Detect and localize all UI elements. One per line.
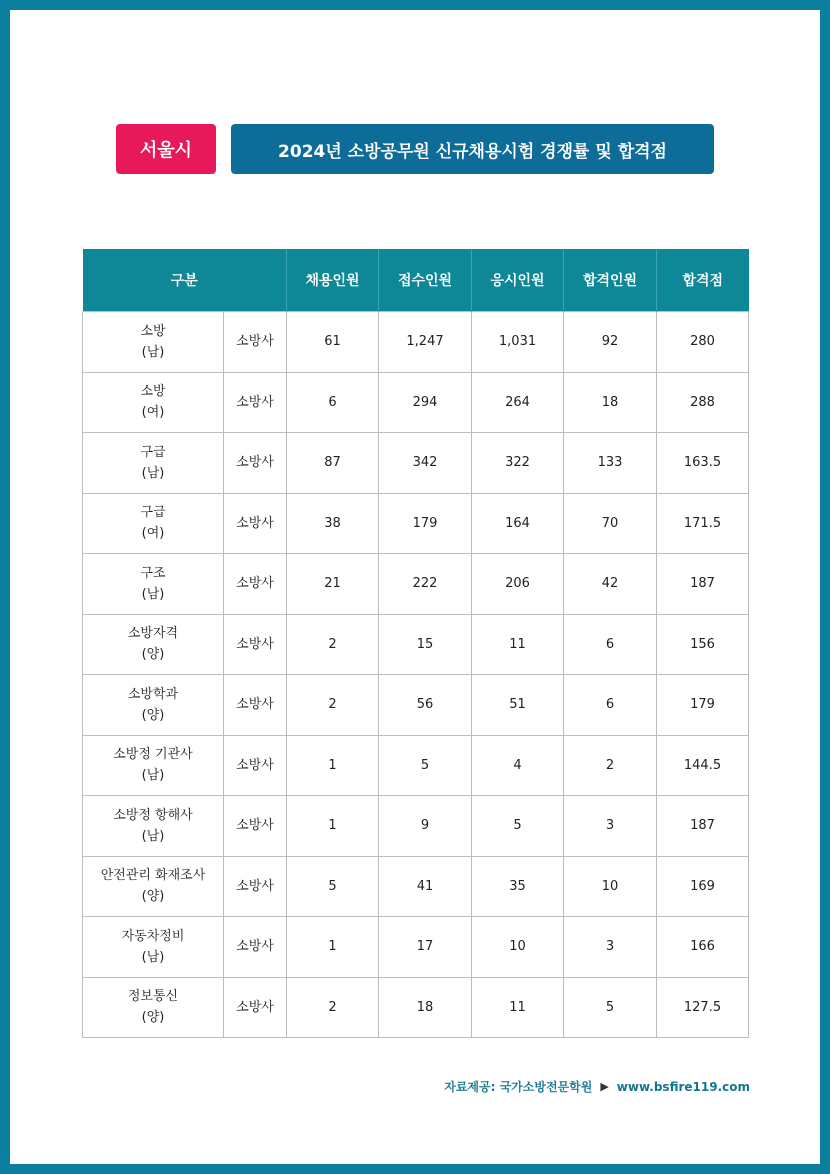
tested-cell: 164 <box>472 493 564 554</box>
category-gender: (남) <box>141 586 165 602</box>
category-cell <box>83 675 224 736</box>
category-gender: (남) <box>141 828 165 844</box>
rank-cell: 소방사 <box>224 675 287 736</box>
category-cell <box>83 372 224 433</box>
category-name: 소방 <box>140 384 166 400</box>
passed-cell: 42 <box>564 554 657 615</box>
header-category: 구분 <box>83 249 287 312</box>
score-cell: 288 <box>657 372 749 433</box>
passed-cell: 3 <box>564 796 657 857</box>
applied-cell: 56 <box>379 675 472 736</box>
tested-cell: 11 <box>472 977 564 1038</box>
applied-cell: 179 <box>379 493 472 554</box>
applied-cell: 15 <box>379 614 472 675</box>
category-gender: (여) <box>141 526 165 542</box>
score-cell: 187 <box>657 554 749 615</box>
category-cell <box>83 433 224 494</box>
hire-cell: 6 <box>287 372 379 433</box>
score-cell: 280 <box>657 312 749 373</box>
table-row <box>83 917 749 978</box>
passed-cell: 92 <box>564 312 657 373</box>
category-gender: (남) <box>141 768 165 784</box>
score-cell: 127.5 <box>657 977 749 1038</box>
passed-cell: 70 <box>564 493 657 554</box>
source-label: 자료제공: 국가소방전문학원 <box>444 1080 593 1094</box>
table-row <box>83 493 749 554</box>
hire-cell: 61 <box>287 312 379 373</box>
hire-cell: 2 <box>287 614 379 675</box>
category-name: 소방 <box>140 323 166 339</box>
tested-cell: 5 <box>472 796 564 857</box>
hire-cell: 5 <box>287 856 379 917</box>
category-gender: (남) <box>141 344 165 360</box>
category-name: 안전관리 화재조사 <box>100 868 206 884</box>
category-cell <box>83 977 224 1038</box>
category-name: 소방학과 <box>127 686 179 702</box>
tested-cell: 4 <box>472 735 564 796</box>
table-row <box>83 735 749 796</box>
category-name: 구급 <box>140 505 166 521</box>
tested-cell: 206 <box>472 554 564 615</box>
results-table <box>82 249 749 1038</box>
category-name: 자동차정비 <box>121 928 185 944</box>
rank-cell: 소방사 <box>224 796 287 857</box>
rank-cell: 소방사 <box>224 856 287 917</box>
category-gender: (양) <box>141 707 165 723</box>
category-name: 구조 <box>140 565 166 581</box>
table-row <box>83 796 749 857</box>
rank-cell: 소방사 <box>224 735 287 796</box>
header-score: 합격점 <box>657 249 749 312</box>
table-row <box>83 614 749 675</box>
tested-cell: 322 <box>472 433 564 494</box>
tested-cell: 1,031 <box>472 312 564 373</box>
tested-cell: 11 <box>472 614 564 675</box>
source-credit <box>444 1078 750 1095</box>
category-gender: (양) <box>141 1010 165 1026</box>
score-cell: 169 <box>657 856 749 917</box>
hire-cell: 38 <box>287 493 379 554</box>
hire-cell: 2 <box>287 977 379 1038</box>
score-cell: 166 <box>657 917 749 978</box>
category-cell <box>83 312 224 373</box>
applied-cell: 41 <box>379 856 472 917</box>
score-cell: 171.5 <box>657 493 749 554</box>
page-title: 2024년 소방공무원 신규채용시험 경쟁률 및 합격점 <box>231 124 714 174</box>
header-passed: 합격인원 <box>564 249 657 312</box>
tested-cell: 264 <box>472 372 564 433</box>
hire-cell: 1 <box>287 917 379 978</box>
rank-cell: 소방사 <box>224 614 287 675</box>
table-row <box>83 312 749 373</box>
passed-cell: 2 <box>564 735 657 796</box>
table-row <box>83 433 749 494</box>
category-cell <box>83 856 224 917</box>
applied-cell: 5 <box>379 735 472 796</box>
applied-cell: 222 <box>379 554 472 615</box>
rank-cell: 소방사 <box>224 372 287 433</box>
score-cell: 156 <box>657 614 749 675</box>
rank-cell: 소방사 <box>224 977 287 1038</box>
category-gender: (여) <box>141 405 165 421</box>
table-row <box>83 372 749 433</box>
tested-cell: 35 <box>472 856 564 917</box>
category-gender: (양) <box>141 647 165 663</box>
score-cell: 187 <box>657 796 749 857</box>
passed-cell: 18 <box>564 372 657 433</box>
table-row <box>83 856 749 917</box>
category-cell <box>83 796 224 857</box>
tested-cell: 10 <box>472 917 564 978</box>
category-cell <box>83 554 224 615</box>
region-badge: 서울시 <box>116 124 216 174</box>
hire-cell: 2 <box>287 675 379 736</box>
table-row <box>83 554 749 615</box>
hire-cell: 87 <box>287 433 379 494</box>
tested-cell: 51 <box>472 675 564 736</box>
category-cell <box>83 735 224 796</box>
category-name: 구급 <box>140 444 166 460</box>
rank-cell: 소방사 <box>224 917 287 978</box>
passed-cell: 6 <box>564 614 657 675</box>
score-cell: 163.5 <box>657 433 749 494</box>
passed-cell: 6 <box>564 675 657 736</box>
header-hire: 채용인원 <box>287 249 379 312</box>
category-cell <box>83 493 224 554</box>
category-cell <box>83 614 224 675</box>
hire-cell: 1 <box>287 796 379 857</box>
applied-cell: 1,247 <box>379 312 472 373</box>
rank-cell: 소방사 <box>224 433 287 494</box>
rank-cell: 소방사 <box>224 312 287 373</box>
applied-cell: 9 <box>379 796 472 857</box>
header-tested: 응시인원 <box>472 249 564 312</box>
rank-cell: 소방사 <box>224 554 287 615</box>
category-name: 정보통신 <box>127 989 179 1005</box>
category-gender: (남) <box>141 949 165 965</box>
applied-cell: 294 <box>379 372 472 433</box>
applied-cell: 18 <box>379 977 472 1038</box>
passed-cell: 10 <box>564 856 657 917</box>
arrow-right-icon: ▶ <box>600 1080 609 1093</box>
category-gender: (양) <box>141 889 165 905</box>
score-cell: 179 <box>657 675 749 736</box>
applied-cell: 342 <box>379 433 472 494</box>
category-cell <box>83 917 224 978</box>
rank-cell: 소방사 <box>224 493 287 554</box>
score-cell: 144.5 <box>657 735 749 796</box>
category-name: 소방정 기관사 <box>113 747 193 763</box>
category-name: 소방정 항해사 <box>113 807 193 823</box>
passed-cell: 5 <box>564 977 657 1038</box>
passed-cell: 3 <box>564 917 657 978</box>
header-applied: 접수인원 <box>379 249 472 312</box>
table-row <box>83 675 749 736</box>
table-header-row <box>83 249 749 312</box>
table-row <box>83 977 749 1038</box>
source-url[interactable]: www.bsfire119.com <box>616 1079 750 1094</box>
hire-cell: 1 <box>287 735 379 796</box>
passed-cell: 133 <box>564 433 657 494</box>
hire-cell: 21 <box>287 554 379 615</box>
category-gender: (남) <box>141 465 165 481</box>
category-name: 소방자격 <box>127 626 179 642</box>
applied-cell: 17 <box>379 917 472 978</box>
